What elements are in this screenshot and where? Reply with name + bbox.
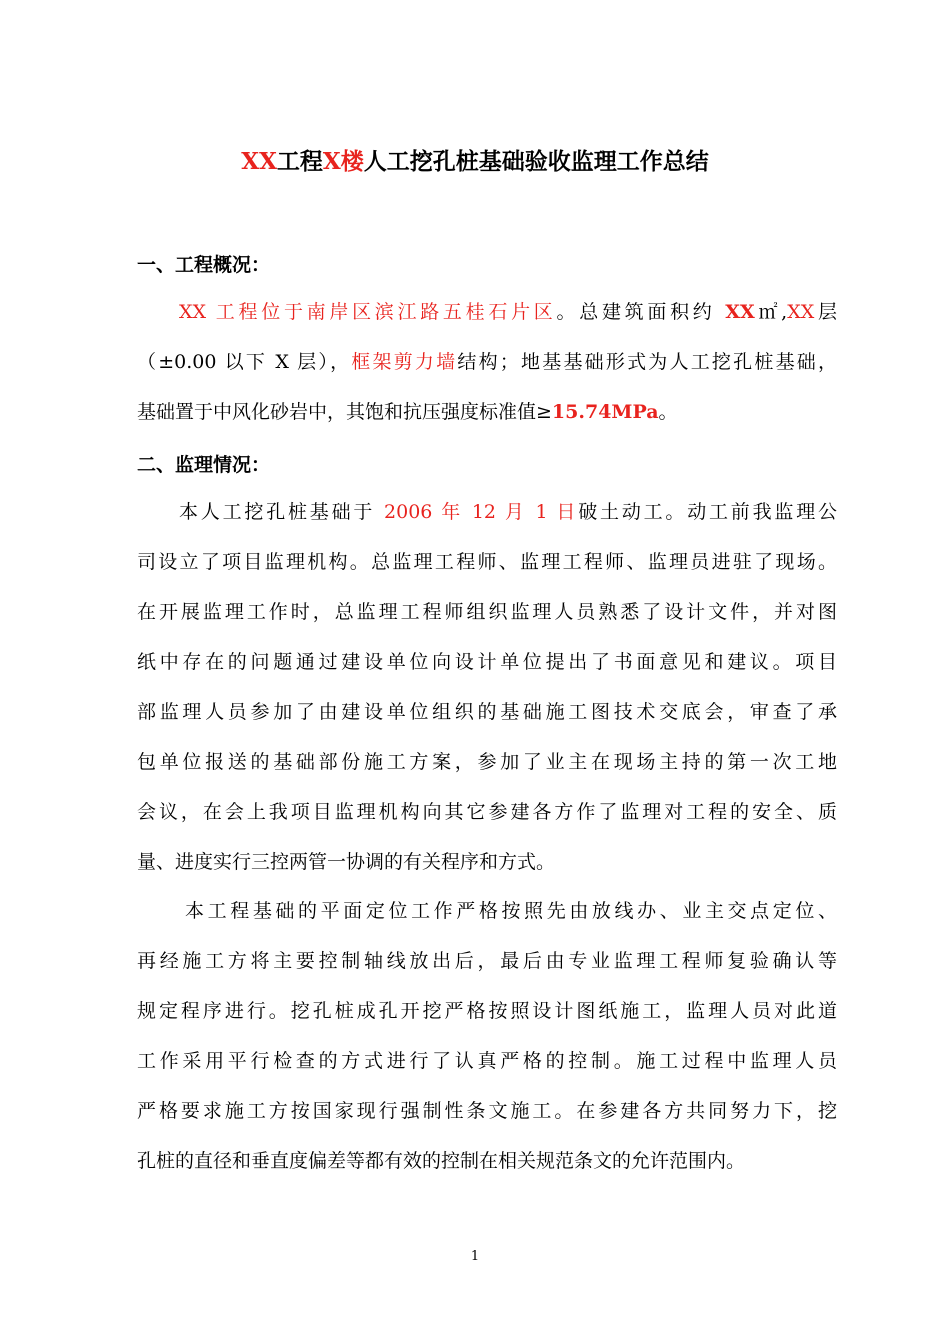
- paragraph-supervision-2: [137, 886, 837, 1186]
- title-building-number: X: [322, 148, 341, 175]
- paragraph-line: 规定程序进行。挖孔桩成孔开挖严格按照设计图纸施工，监理人员对此道: [137, 1000, 837, 1022]
- paragraph-line: 纸中存在的问题通过建设单位向设计单位提出了书面意见和建议。项目: [137, 651, 837, 673]
- project-location: XX 工程位于南岸区滨江路五桂石片区: [179, 301, 557, 323]
- section-heading-supervision: 二、监理情况：: [137, 454, 271, 476]
- paragraph-line: 司设立了项目监理机构。总监理工程师、监理工程师、监理员进驻了现场。: [137, 551, 837, 573]
- paragraph-line: 严格要求施工方按国家现行强制性条文施工。在参建各方共同努力下，挖: [137, 1100, 837, 1122]
- paragraph-supervision-1: [137, 487, 837, 887]
- paragraph-line: （±0.00 以下 X 层），框架剪力墙结构；地基基础形式为人工挖孔桩基础，: [137, 351, 837, 373]
- section-heading-overview: 一、工程概况：: [137, 254, 271, 276]
- title-text-1: 工程: [276, 148, 323, 175]
- paragraph-line: 本工程基础的平面定位工作严格按照先由放线办、业主交点定位、: [185, 900, 837, 922]
- strength-value: 15.74MPa: [551, 401, 659, 423]
- paragraph-line: 孔桩的直径和垂直度偏差等都有效的控制在相关规范条文的允许范围内。: [137, 1150, 746, 1172]
- start-date: 2006 年 12 月 1 日: [384, 501, 579, 523]
- paragraph-line: 工作采用平行检查的方式进行了认真严格的控制。施工过程中监理人员: [137, 1050, 837, 1072]
- title-project-name: XX: [241, 148, 277, 175]
- paragraph-line: 会议，在会上我项目监理机构向其它参建各方作了监理对工程的安全、质: [137, 801, 837, 823]
- area-value: XX: [725, 301, 755, 323]
- paragraph-line: 包单位报送的基础部份施工方案，参加了业主在现场主持的第一次工地: [137, 751, 837, 773]
- paragraph-line: XX 工程位于南岸区滨江路五桂石片区。总建筑面积约 XX㎡,XX层: [179, 301, 837, 323]
- paragraph-line: 本人工挖孔桩基础于 2006 年 12 月 1 日破土动工。动工前我监理公: [179, 501, 837, 523]
- structure-type: 框架剪力墙: [351, 351, 458, 373]
- title-building-word: 楼: [340, 148, 364, 175]
- paragraph-line: 量、进度实行三控两管一协调的有关程序和方式。: [137, 851, 556, 873]
- page-number: 1: [470, 1249, 480, 1264]
- paragraph-line: 再经施工方将主要控制轴线放出后，最后由专业监理工程师复验确认等: [137, 950, 837, 972]
- document-title: [0, 144, 950, 180]
- floor-count: XX: [787, 301, 815, 323]
- paragraph-line: 基础置于中风化砂岩中，其饱和抗压强度标准值≥15.74MPa。: [137, 401, 678, 423]
- paragraph-overview: [137, 287, 837, 437]
- title-text-2: 人工挖孔桩基础验收监理工作总结: [363, 148, 709, 175]
- paragraph-line: 在开展监理工作时，总监理工程师组织监理人员熟悉了设计文件，并对图: [137, 601, 837, 623]
- paragraph-line: 部监理人员参加了由建设单位组织的基础施工图技术交底会，审查了承: [137, 701, 837, 723]
